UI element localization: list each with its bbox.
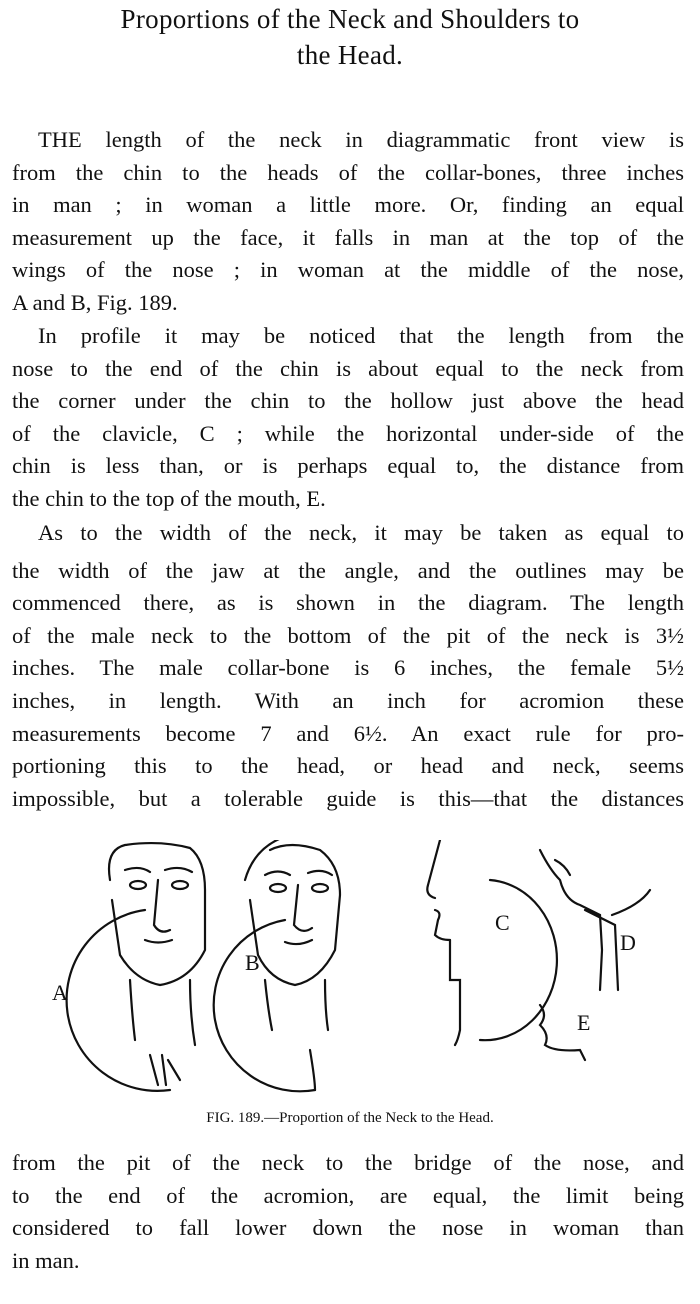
paragraph-2 (12, 320, 684, 516)
figure-caption: FIG. 189.—Proportion of the Neck to the Head. (206, 1110, 494, 1126)
text-line: portioning this to the head, or head and neck, seems (12, 753, 684, 779)
text-line: from the chin to the heads of the collar-bones, three inches (12, 159, 684, 185)
text-line: of the male neck to the bottom of the pit of the neck is 3½ (12, 622, 684, 648)
label-d: D (620, 930, 636, 955)
text-line: measurements become 7 and 6½. An exact rule for pro- (12, 720, 684, 746)
text-line: In profile it may be noticed that the length from the (38, 323, 684, 348)
figure-189-illustration (40, 840, 660, 1100)
text-line: from the pit of the neck to the bridge of the nose, and (12, 1150, 684, 1175)
text-line: inches. The male collar-bone is 6 inches, the female 5½ (12, 655, 684, 681)
paragraph-4 (12, 1147, 684, 1277)
male-face-drawing (67, 843, 205, 1091)
text-line: commenced there, as is shown in the diagram. The length (12, 590, 684, 616)
page-title-line-2: the Head. (296, 40, 404, 70)
text-line: considered to fall lower down the nose in woman than (12, 1215, 684, 1241)
page-title-line-1: Proportions of the Neck and Shoulders to (120, 4, 580, 34)
text-line: of the clavicle, C ; while the horizontal under-side of the (12, 420, 684, 446)
label-a: A (52, 980, 68, 1005)
text-line: nose to the end of the chin is about equal to the neck from (12, 355, 684, 381)
text-line: A and B, Fig. 189. (12, 289, 178, 315)
text-line: inches, in length. With an inch for acromion these (12, 687, 684, 713)
text-line: in man. (12, 1247, 80, 1273)
text-line: As to the width of the neck, it may be taken as equal to (38, 520, 684, 545)
text-line: impossible, but a tolerable guide is this—that the distances (12, 785, 684, 811)
text-line: to the end of the acromion, are equal, the limit being (12, 1182, 684, 1208)
text-line: the corner under the chin to the hollow just above the head (12, 388, 684, 414)
text-line: wings of the nose ; in woman at the middle of the nose, (12, 257, 684, 283)
text-line: measurement up the face, it falls in man at the top of the (12, 224, 684, 250)
label-e: E (577, 1010, 591, 1035)
text-line: the chin to the top of the mouth, E. (12, 485, 326, 511)
female-face-drawing (214, 840, 340, 1091)
text-line: THE length of the neck in diagrammatic front view is (38, 127, 684, 152)
text-line: in man ; in woman a little more. Or, finding an equal (12, 192, 684, 218)
profile-drawing-c (427, 840, 557, 1045)
label-b: B (245, 950, 260, 975)
text-line: chin is less than, or is perhaps equal to, the distance from (12, 453, 684, 479)
paragraph-3 (12, 517, 684, 815)
paragraph-1 (12, 124, 684, 320)
label-c: C (495, 910, 510, 935)
text-line: the width of the jaw at the angle, and the outlines may be (12, 557, 684, 583)
